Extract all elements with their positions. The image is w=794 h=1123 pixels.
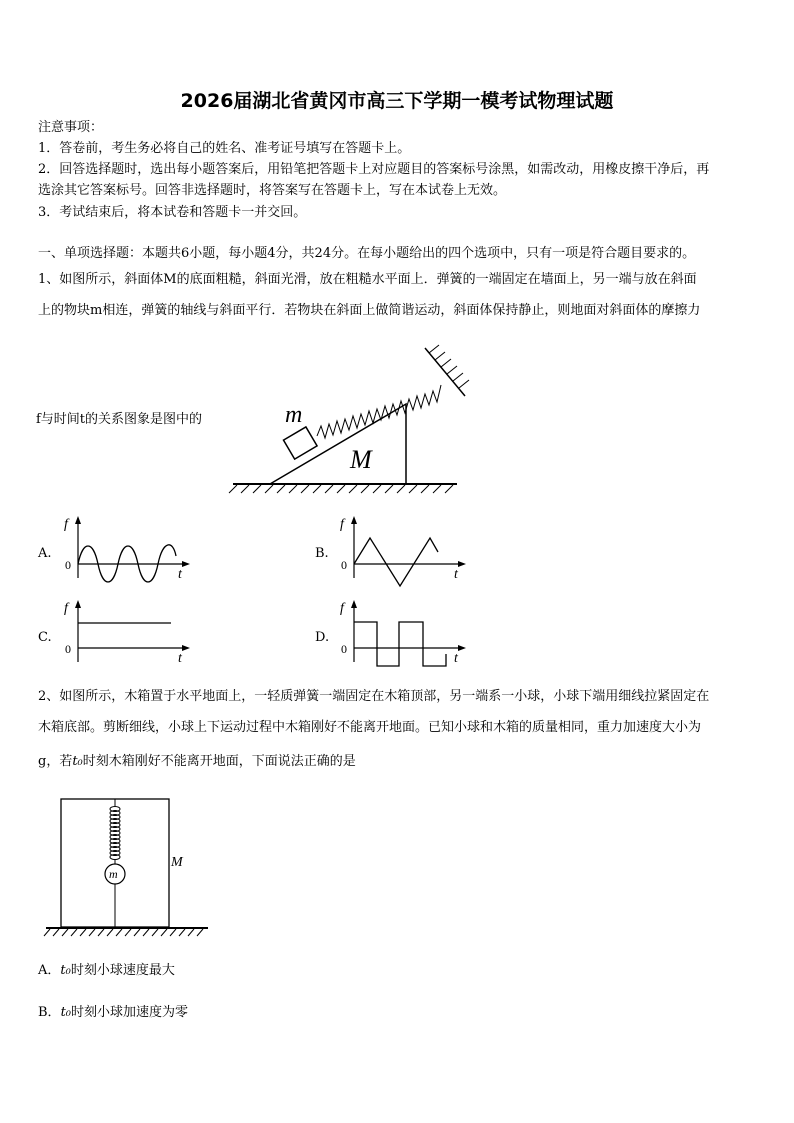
q1-b-axis-f: f [340, 517, 344, 532]
q1-option-b-graph[interactable] [334, 512, 474, 588]
q1-b-axis-zero: 0 [341, 558, 347, 572]
q1-d-axis-t: t [454, 651, 458, 666]
q1-stem-line3: f与时间t的关系图象是图中的 [36, 412, 203, 427]
q1-c-axis-t: t [178, 651, 182, 666]
q1-label-m: m [285, 402, 303, 428]
q1-option-d-letter[interactable]: D. [315, 630, 330, 645]
notice-item-2: 2．回答选择题时，选出每小题答案后，用铅笔把答题卡上对应题目的答案标号涂黑，如需改动，用橡皮擦干净后，再 [38, 162, 710, 177]
q1-d-axis-f: f [340, 601, 344, 616]
notice-item-2-cont: 选涂其它答案标号。回答非选择题时，将答案写在答题卡上，写在本试卷上无效。 [38, 183, 507, 198]
section-heading: 一、单项选择题：本题共6小题，每小题4分，共24分。在每小题给出的四个选项中，只有一项是符合题目要求的。 [38, 246, 696, 261]
q1-option-c-graph[interactable] [58, 596, 198, 672]
q1-option-a-graph[interactable] [58, 512, 198, 588]
q2-label-M: M [171, 855, 183, 870]
q1-d-axis-zero: 0 [341, 642, 347, 656]
q1-option-d-graph[interactable] [334, 596, 474, 672]
page-title: 2026届湖北省黄冈市高三下学期一模考试物理试题 [180, 90, 614, 112]
q1-stem-line1: 1、如图所示，斜面体M的底面粗糙，斜面光滑，放在粗糙水平面上．弹簧的一端固定在墙面上，另一端与放在斜面 [38, 272, 697, 287]
q2-stem-line3: g，若t₀时刻木箱刚好不能离开地面，下面说法正确的是 [38, 754, 356, 769]
q1-a-axis-zero: 0 [65, 558, 71, 572]
q1-option-a-letter[interactable]: A. [38, 546, 52, 561]
notice-item-1: 1．答卷前，考生务必将自己的姓名、准考证号填写在答题卡上。 [38, 141, 411, 156]
notice-heading: 注意事项： [38, 120, 104, 135]
notice-item-3: 3．考试结束后，将本试卷和答题卡一并交回。 [38, 205, 307, 220]
q2-option-a[interactable]: A．t₀时刻小球速度最大 [38, 963, 175, 978]
q2-label-m: m [109, 867, 118, 881]
q1-a-axis-f: f [64, 517, 68, 532]
q1-option-b-letter[interactable]: B. [315, 546, 329, 561]
q1-a-axis-t: t [178, 567, 182, 582]
q2-option-b[interactable]: B．t₀时刻小球加速度为零 [38, 1005, 189, 1020]
q1-c-axis-f: f [64, 601, 68, 616]
q2-stem-line2: 木箱底部。剪断细线，小球上下运动过程中木箱刚好不能离开地面。已知小球和木箱的质量相同，重力加速度大小为 [38, 720, 702, 735]
q1-option-c-letter[interactable]: C. [38, 630, 52, 645]
q1-label-M: M [350, 445, 372, 474]
q1-b-axis-t: t [454, 567, 458, 582]
q1-incline-figure [225, 338, 475, 498]
q2-box-figure [42, 794, 222, 940]
q1-c-axis-zero: 0 [65, 642, 71, 656]
q1-stem-line2: 上的物块m相连，弹簧的轴线与斜面平行．若物块在斜面上做简谐运动，斜面体保持静止，则地面对斜面体的摩擦力 [38, 303, 701, 318]
q2-stem-line1: 2、如图所示，木箱置于水平地面上，一轻质弹簧一端固定在木箱顶部，另一端系一小球，小球下端用细线拉紧固定在 [38, 689, 710, 704]
